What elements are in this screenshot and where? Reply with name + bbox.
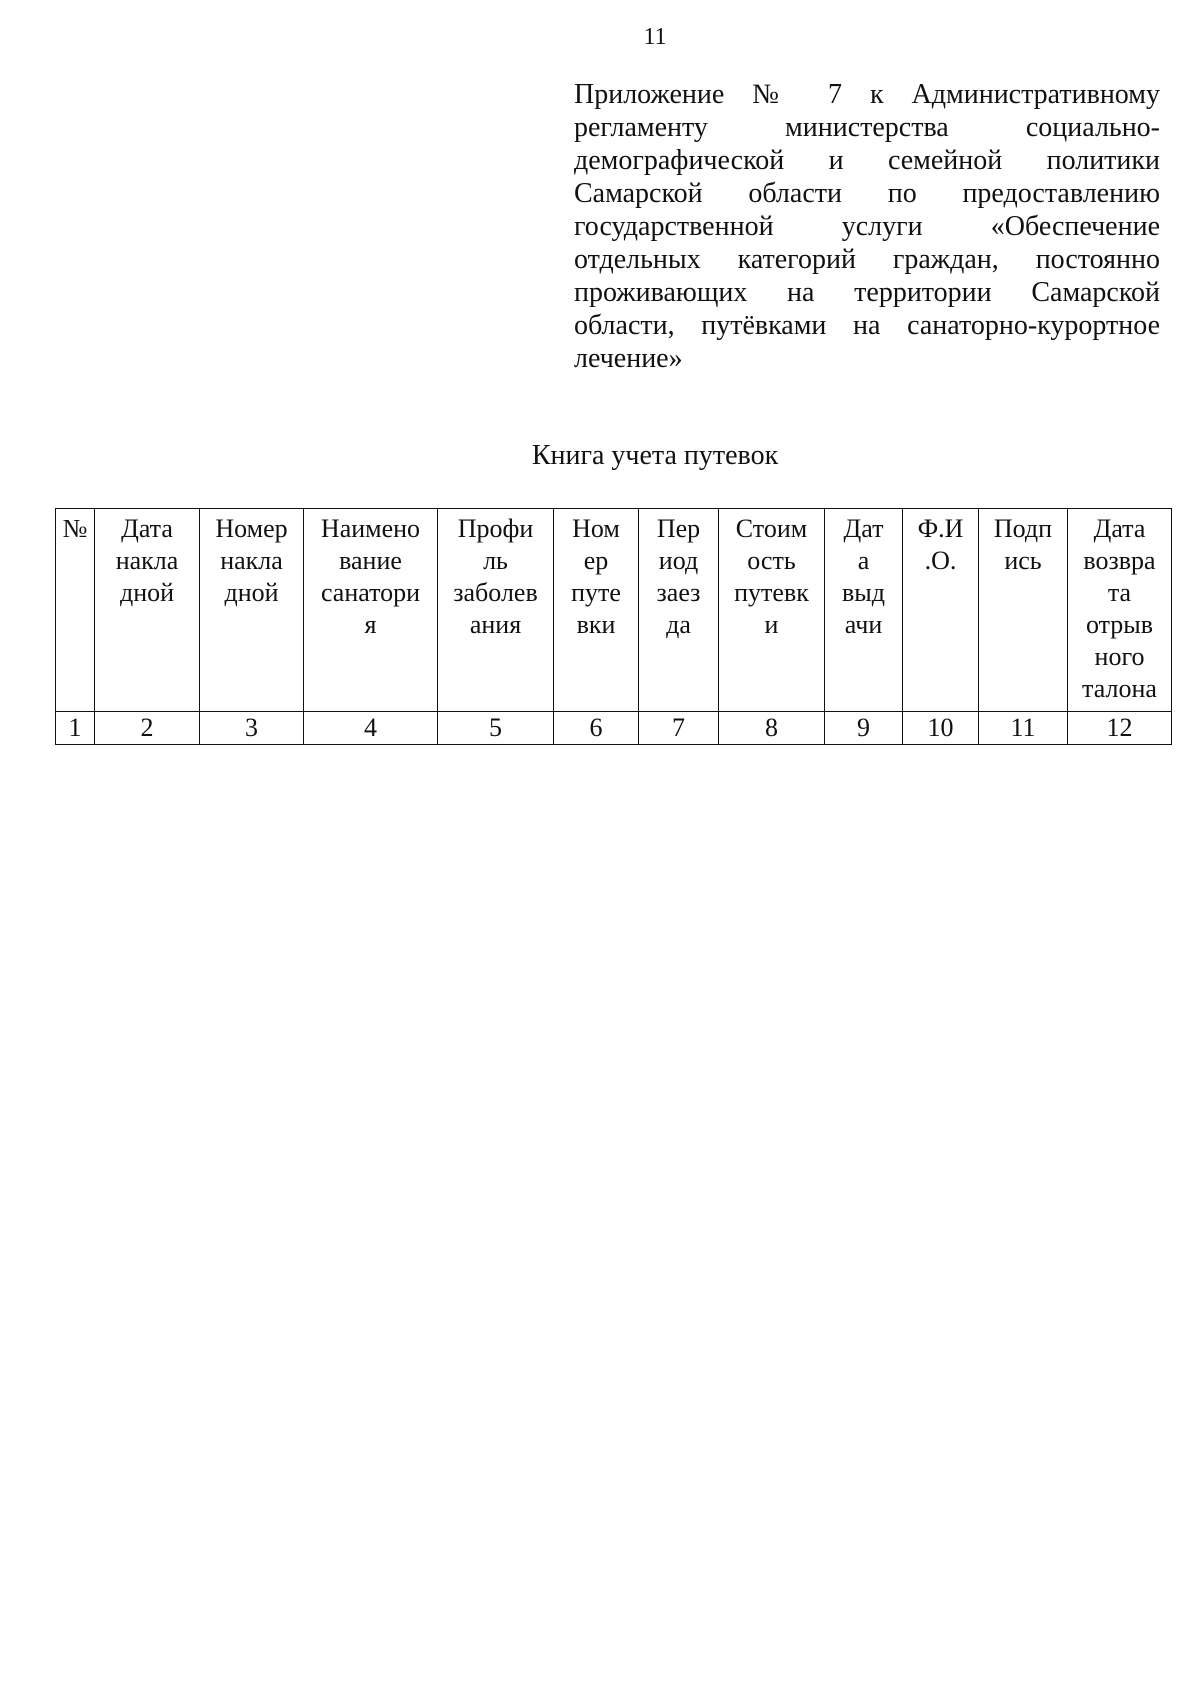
column-header: Ф.И .О. xyxy=(903,509,979,712)
appendix-header xyxy=(574,78,1160,375)
column-number-cell: 11 xyxy=(979,712,1068,745)
column-header: Дат а выд ачи xyxy=(825,509,903,712)
column-number-cell: 5 xyxy=(438,712,554,745)
document-title: Книга учета путевок xyxy=(531,440,779,471)
column-number-cell: 9 xyxy=(825,712,903,745)
column-number-cell: 4 xyxy=(304,712,438,745)
appendix-line: отдельных категорий граждан, постоянно xyxy=(574,244,1160,275)
column-header: Дата накла дной xyxy=(95,509,200,712)
appendix-line: лечение» xyxy=(574,343,683,374)
column-number-cell: 8 xyxy=(719,712,825,745)
column-number-cell: 12 xyxy=(1068,712,1172,745)
column-header: Пер иод заез да xyxy=(639,509,719,712)
column-number-cell: 3 xyxy=(200,712,304,745)
appendix-line: проживающих на территории Самарской xyxy=(574,277,1160,308)
column-header: Профи ль заболев ания xyxy=(438,509,554,712)
column-header: Номер накла дной xyxy=(200,509,304,712)
column-header: № xyxy=(56,509,95,712)
voucher-register-table xyxy=(55,508,1172,745)
column-header: Дата возвра та отрыв ного талона xyxy=(1068,509,1172,712)
column-number-cell: 1 xyxy=(56,712,95,745)
column-header: Наимено вание санатори я xyxy=(304,509,438,712)
column-header: Подп ись xyxy=(979,509,1068,712)
page-number: 11 xyxy=(643,24,667,50)
column-number-cell: 10 xyxy=(903,712,979,745)
column-number-cell: 7 xyxy=(639,712,719,745)
table-header-row xyxy=(56,509,1172,712)
column-header: Ном ер путе вки xyxy=(554,509,639,712)
appendix-line: регламенту министерства социально- xyxy=(574,112,1160,143)
appendix-line: Приложение № 7 к Административному xyxy=(574,79,1160,110)
column-number-cell: 6 xyxy=(554,712,639,745)
column-number-row xyxy=(56,712,1172,745)
appendix-line: Самарской области по предоставлению xyxy=(574,178,1160,209)
appendix-line: государственной услуги «Обеспечение xyxy=(574,211,1160,242)
column-number-cell: 2 xyxy=(95,712,200,745)
appendix-line: демографической и семейной политики xyxy=(574,145,1160,176)
appendix-line: области, путёвками на санаторно-курортное xyxy=(574,310,1160,341)
column-header: Стоим ость путевк и xyxy=(719,509,825,712)
